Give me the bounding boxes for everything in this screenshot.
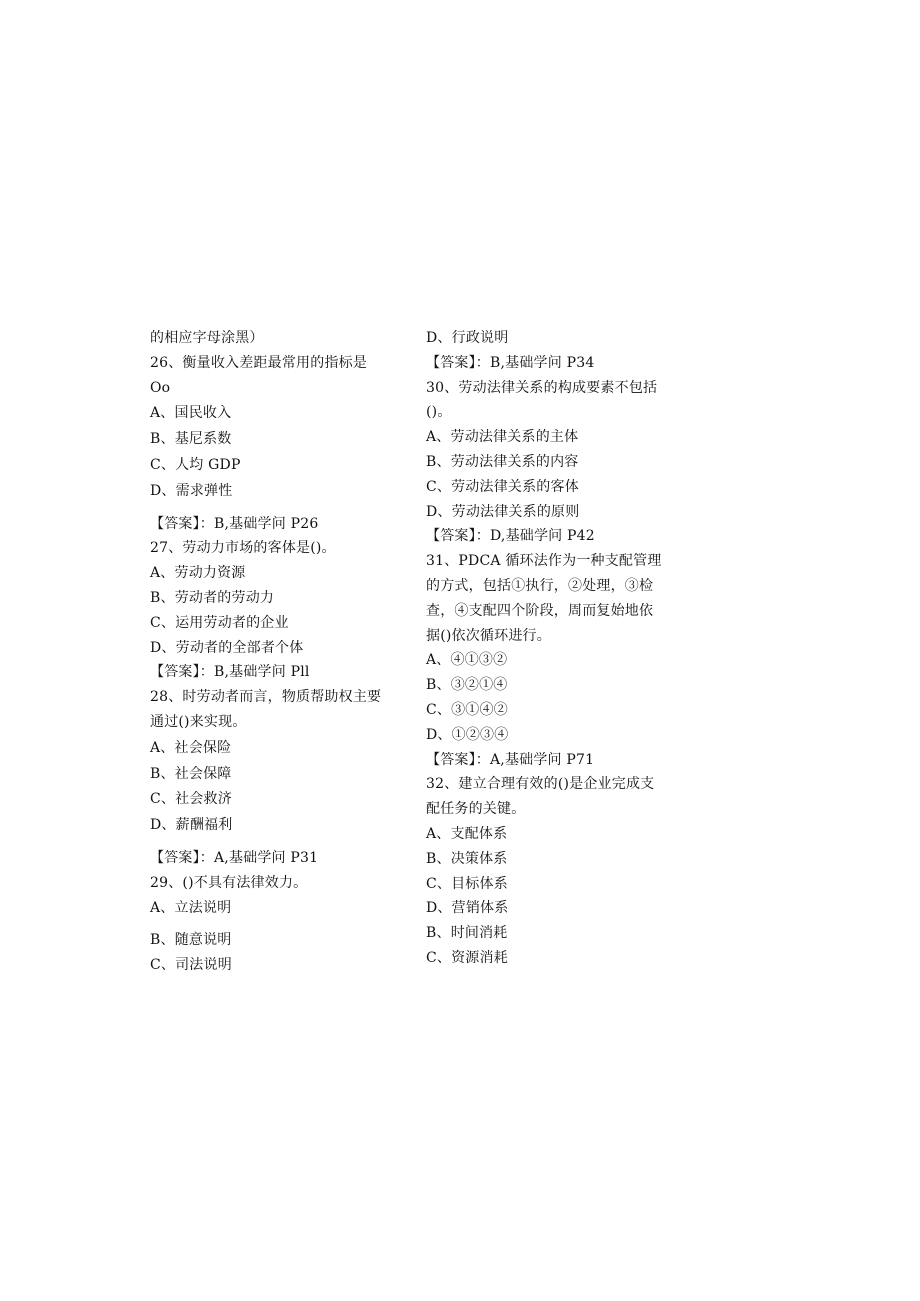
option-d: D、薪酬福利 xyxy=(150,817,233,834)
answer-27: 【答案】：B,基础学问 Pll xyxy=(150,664,310,681)
option-a: A、国民收入 xyxy=(150,405,232,422)
option-b: B、时间消耗 xyxy=(426,925,508,942)
option-a: A、支配体系 xyxy=(426,825,508,842)
option-d: D、营销体系 xyxy=(426,900,509,917)
option-d: D、①②③④ xyxy=(426,726,509,743)
question-29: 29、()不具有法律效力。 xyxy=(150,874,308,891)
option-c: C、目标体系 xyxy=(426,875,508,892)
option-b: B、劳动法律关系的内容 xyxy=(426,453,579,470)
question-30: 30、劳动法律关系的构成要素不包括 xyxy=(426,379,658,396)
question-32: 32、建立合理有效的()是企业完成支 xyxy=(426,776,655,793)
option-c: C、社会救济 xyxy=(150,791,232,808)
answer-29: 【答案】：B,基础学问 P34 xyxy=(426,354,595,371)
option-c: C、运用劳动者的企业 xyxy=(150,614,289,631)
answer-26: 【答案】：B,基础学问 P26 xyxy=(150,515,319,532)
answer-31: 【答案】：A,基础学问 P71 xyxy=(426,751,595,768)
text-line: 的方式，包括①执行，②处理，③检 xyxy=(426,577,654,594)
option-b: B、随意说明 xyxy=(150,932,232,949)
option-c: C、劳动法律关系的客体 xyxy=(426,478,579,495)
text-line: 据()依次循环进行。 xyxy=(426,627,551,644)
option-d: D、劳动法律关系的原则 xyxy=(426,503,580,520)
text-line: 配任务的关键。 xyxy=(426,801,526,818)
text-line: ()。 xyxy=(426,404,452,421)
text-line: 的相应字母涂黑） xyxy=(150,330,264,346)
option-d: D、行政说明 xyxy=(426,330,509,346)
option-b: B、基尼系数 xyxy=(150,431,232,448)
option-b: B、决策体系 xyxy=(426,850,508,867)
question-31: 31、PDCA 循环法作为一种支配管理 xyxy=(426,553,662,570)
right-column xyxy=(426,326,691,971)
question-26: 26、衡量收入差距最常用的指标是 xyxy=(150,354,368,371)
left-column xyxy=(150,326,415,978)
answer-28: 【答案】：A,基础学问 P31 xyxy=(150,849,319,866)
question-27: 27、劳动力市场的客体是()。 xyxy=(150,540,336,557)
option-b: B、社会保障 xyxy=(150,765,232,782)
option-b: B、劳动者的劳动力 xyxy=(150,589,275,606)
option-a: A、劳动法律关系的主体 xyxy=(426,429,579,446)
option-a: A、社会保险 xyxy=(150,739,232,756)
option-c: C、司法说明 xyxy=(150,957,232,974)
option-c: C、人均 GDP xyxy=(150,456,241,473)
option-a: A、劳动力资源 xyxy=(150,565,246,582)
text-line: Oo xyxy=(150,379,171,396)
text-line: 通过()来实现。 xyxy=(150,713,247,730)
option-c: C、③①④② xyxy=(426,701,508,718)
option-c: C、资源消耗 xyxy=(426,949,508,966)
text-line: 查，④支配四个阶段，周而复始地依 xyxy=(426,602,654,619)
option-b: B、③②①④ xyxy=(426,677,508,694)
option-d: D、劳动者的全部者个体 xyxy=(150,639,304,656)
question-28: 28、时劳动者而言，物质帮助权主要 xyxy=(150,689,382,706)
option-d: D、需求弹性 xyxy=(150,482,233,499)
option-a: A、立法说明 xyxy=(150,899,232,916)
option-a: A、④①③② xyxy=(426,652,508,669)
answer-30: 【答案】：D,基础学问 P42 xyxy=(426,528,595,545)
